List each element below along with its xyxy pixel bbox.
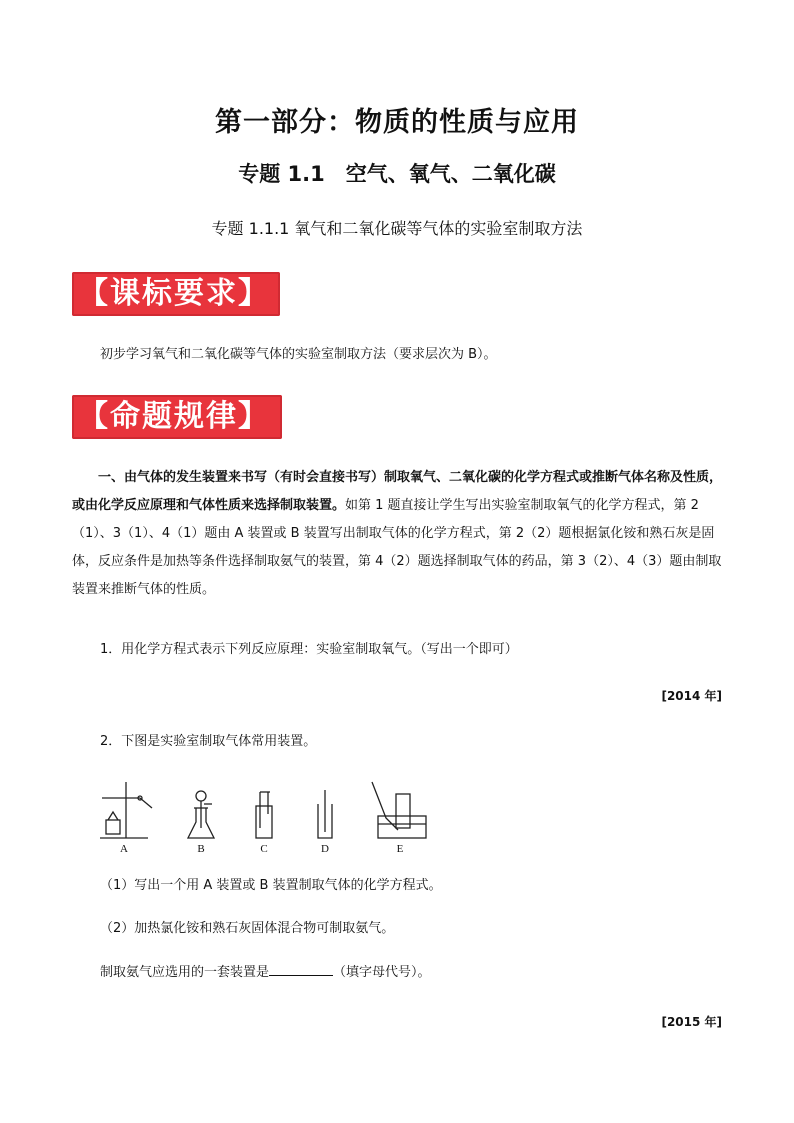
apparatus-c [256,792,272,838]
figure-label-e: E [396,843,404,855]
apparatus-b [188,791,214,838]
question-1-year: [2014 年] [661,689,722,703]
curriculum-banner: 【课标要求】 [72,272,280,316]
question-2: 2．下图是实验室制取气体常用装置。 [100,734,317,749]
subtopic-title: 专题 1.1.1 氧气和二氧化碳等气体的实验室制取方法 [211,219,583,238]
apparatus-figure [96,778,436,856]
question-2-year: [2015 年] [661,1015,722,1029]
question-2-sub-3 [100,959,431,987]
pattern-banner: 【命题规律】 [72,395,282,439]
apparatus-d [318,790,332,838]
question-2-sub-1: （1）写出一个用 A 装置或 B 装置制取气体的化学方程式。 [100,878,442,893]
pattern-rest-text: 如第 1 题直接让学生写出实验室制取氧气的化学方程式，第 2（1）、3（1）、4（1）题由 A 装置或 B 装置写出制取气体的化学方程式，第 2（2）题根据氯化铵和熟石灰是固体，反应条件是加热等条件选择制取氨气的装置，第 4（2）题选择制取气体的药品，第 3（2）、4（3）题由制取装置来推断气体的性质。 [72,498,722,597]
part-title: 第一部分：物质的性质与应用 [215,107,579,138]
curriculum-text: 初步学习氧气和二氧化碳等气体的实验室制取方法（要求层次为 B）。 [100,347,497,362]
question-2-sub-2: （2）加热氯化铵和熟石灰固体混合物可制取氨气。 [100,921,395,936]
apparatus-e [372,782,426,838]
figure-label-d: D [321,843,329,855]
sub-3-before: 制取氨气应选用的一套装置是 [100,965,270,980]
figure-label-b: B [197,843,205,855]
pattern-paragraph [72,464,724,604]
pattern-bold-text: 一、由气体的发生装置来书写（有时会直接书写）制取氧气、二氧化碳的化学方程式或推断气体名称及性质，或由化学反应原理和气体性质来选择制取装置。 [72,470,723,513]
sub-3-after: （填字母代号）。 [333,965,431,980]
figure-label-c: C [260,843,268,855]
figure-label-a: A [120,843,128,855]
question-1: 1．用化学方程式表示下列反应原理：实验室制取氧气。（写出一个即可） [100,642,518,657]
topic-title: 专题 1.1 空气、氧气、二氧化碳 [238,162,556,186]
answer-blank[interactable] [269,961,333,976]
apparatus-a [100,782,152,838]
